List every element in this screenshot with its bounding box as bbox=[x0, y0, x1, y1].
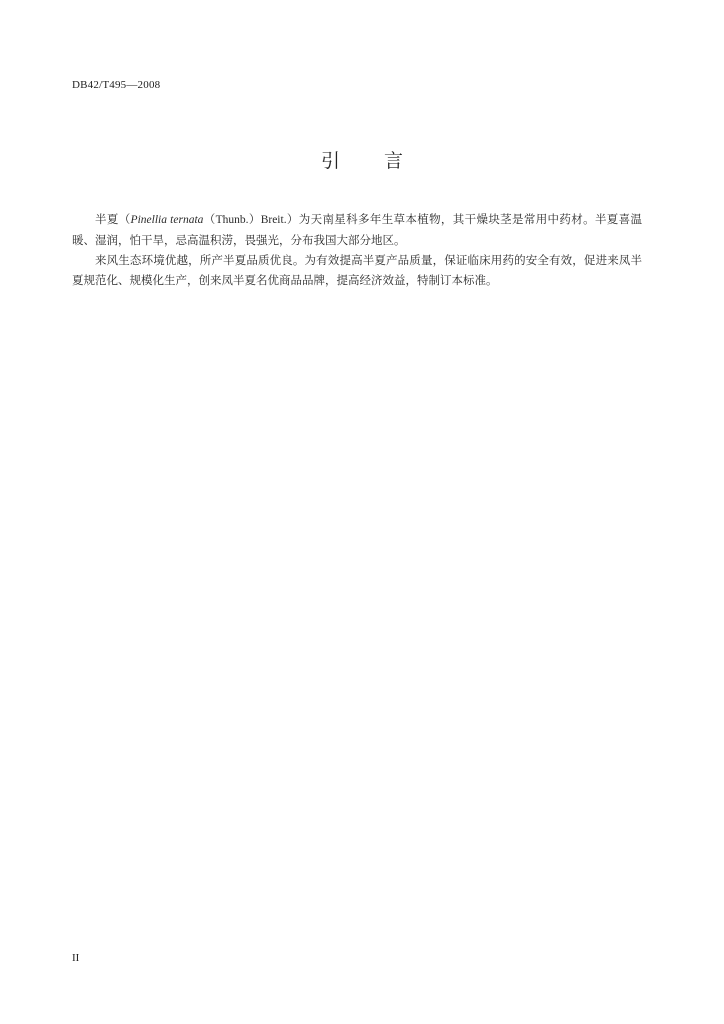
paragraph-2: 来风生态环境优越，所产半夏品质优良。为有效提高半夏产品质量，保证临床用药的安全有效，促进来凤半夏规范化、规模化生产，创来凤半夏名优商品品牌，提高经济效益，特制订本标准。 bbox=[72, 253, 642, 287]
section-title-char-1: 引 bbox=[320, 150, 340, 172]
introduction-body bbox=[72, 209, 642, 290]
section-title bbox=[0, 146, 724, 173]
section-title-char-2: 言 bbox=[384, 150, 404, 172]
paragraph-1 bbox=[72, 209, 642, 250]
paragraph-1-suffix: 为天南星科多年生草本植物，其干燥块茎是常用中药材。半夏喜温暖、湿润，怕干旱，忌高温积涝，畏强光，分布我国大部分地区。 bbox=[72, 212, 642, 247]
species-authority: （Thunb.）Breit.） bbox=[203, 214, 299, 226]
document-code: DB42/T495—2008 bbox=[72, 79, 161, 91]
paragraph-1-prefix: 半夏（ bbox=[95, 212, 131, 226]
page-number: II bbox=[72, 952, 80, 964]
species-name: Pinellia ternata bbox=[130, 214, 204, 226]
